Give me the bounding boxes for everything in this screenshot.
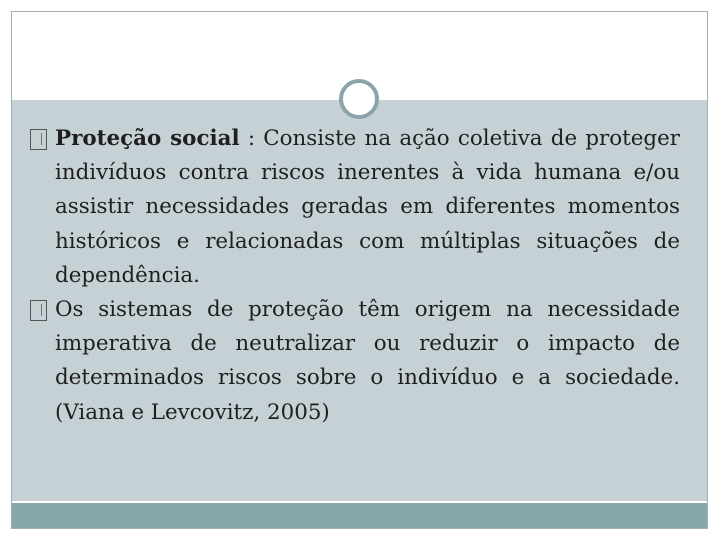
bullet-text: Os sistemas de proteção têm origem na necessidade imperativa de neutralizar ou reduzir o impacto de determinados riscos sobre o indivíduo e a sociedade. (Viana e Levcovitz, 2005): [55, 297, 680, 425]
bullet-text: : Consiste na ação coletiva de proteger indivíduos contra riscos inerentes à vida humana e/ou assistir necessidades geradas em diferentes momentos históricos e relacionadas com múltiplas situações de dependência.: [55, 126, 680, 288]
slide-body-text: [30, 122, 680, 430]
bullet-item-protecao-social: [30, 122, 680, 293]
decorative-circle-icon: [339, 79, 379, 119]
bullet-term: Proteção social: [55, 126, 240, 151]
missing-glyph-bullet-icon: [30, 293, 50, 331]
bullet-item-sistemas: [30, 293, 680, 430]
missing-glyph-bullet-icon: [30, 122, 50, 160]
